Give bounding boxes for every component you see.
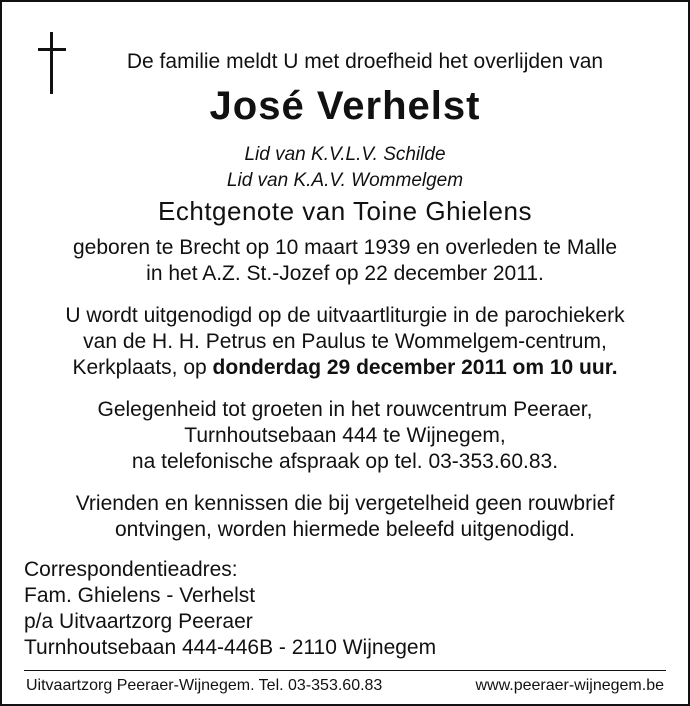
footer-website-link[interactable]: www.peeraer-wijnegem.be [475, 677, 664, 694]
greeting-line-3: na telefonische afspraak op tel. 03-353.60.83. [131, 450, 559, 473]
friends-line-2: ontvingen, worden hiermede beleefd uitgenodigd. [114, 518, 575, 541]
correspondence-line-1: Fam. Ghielens - Verhelst [24, 584, 256, 607]
funeral-line-1: U wordt uitgenodigd op de uitvaartliturgie in de parochiekerk [65, 304, 625, 327]
membership-2: Lid van K.A.V. Wommelgem [226, 170, 464, 191]
intro-text: De familie meldt U met droefheid het overlijden van [126, 50, 604, 73]
friends-line-1: Vrienden en kennissen die bij vergetelheid geen rouwbrief [75, 492, 615, 515]
spouse-line: Echtgenote van Toine Ghielens [158, 196, 532, 226]
footer-funeral-home: Uitvaartzorg Peeraer-Wijnegem. Tel. 03-353.60.83 [26, 677, 383, 694]
birth-death-line-1: geboren te Brecht op 10 maart 1939 en overleden te Malle [72, 236, 618, 259]
membership-1: Lid van K.V.L.V. Schilde [244, 144, 446, 165]
footer-divider [24, 670, 666, 671]
correspondence-line-3: Turnhoutsebaan 444-446B - 2110 Wijnegem [24, 636, 437, 659]
deceased-name: José Verhelst [209, 84, 481, 128]
greeting-line-1: Gelegenheid tot groeten in het rouwcentrum Peeraer, [97, 398, 593, 421]
greeting-line-2: Turnhoutsebaan 444 te Wijnegem, [184, 424, 506, 447]
funeral-date-time: donderdag 29 december 2011 om 10 uur. [212, 356, 618, 379]
birth-death-line-2: in het A.Z. St.-Jozef op 22 december 2011. [146, 262, 544, 285]
funeral-line-2: van de H. H. Petrus en Paulus te Wommelgem-centrum, [83, 330, 607, 353]
correspondence-line-2: p/a Uitvaartzorg Peeraer [24, 610, 253, 633]
correspondence-heading: Correspondentieadres: [24, 558, 238, 581]
funeral-line-3 [0, 356, 690, 380]
funeral-line-3-prefix: Kerkplaats, op [72, 356, 213, 379]
